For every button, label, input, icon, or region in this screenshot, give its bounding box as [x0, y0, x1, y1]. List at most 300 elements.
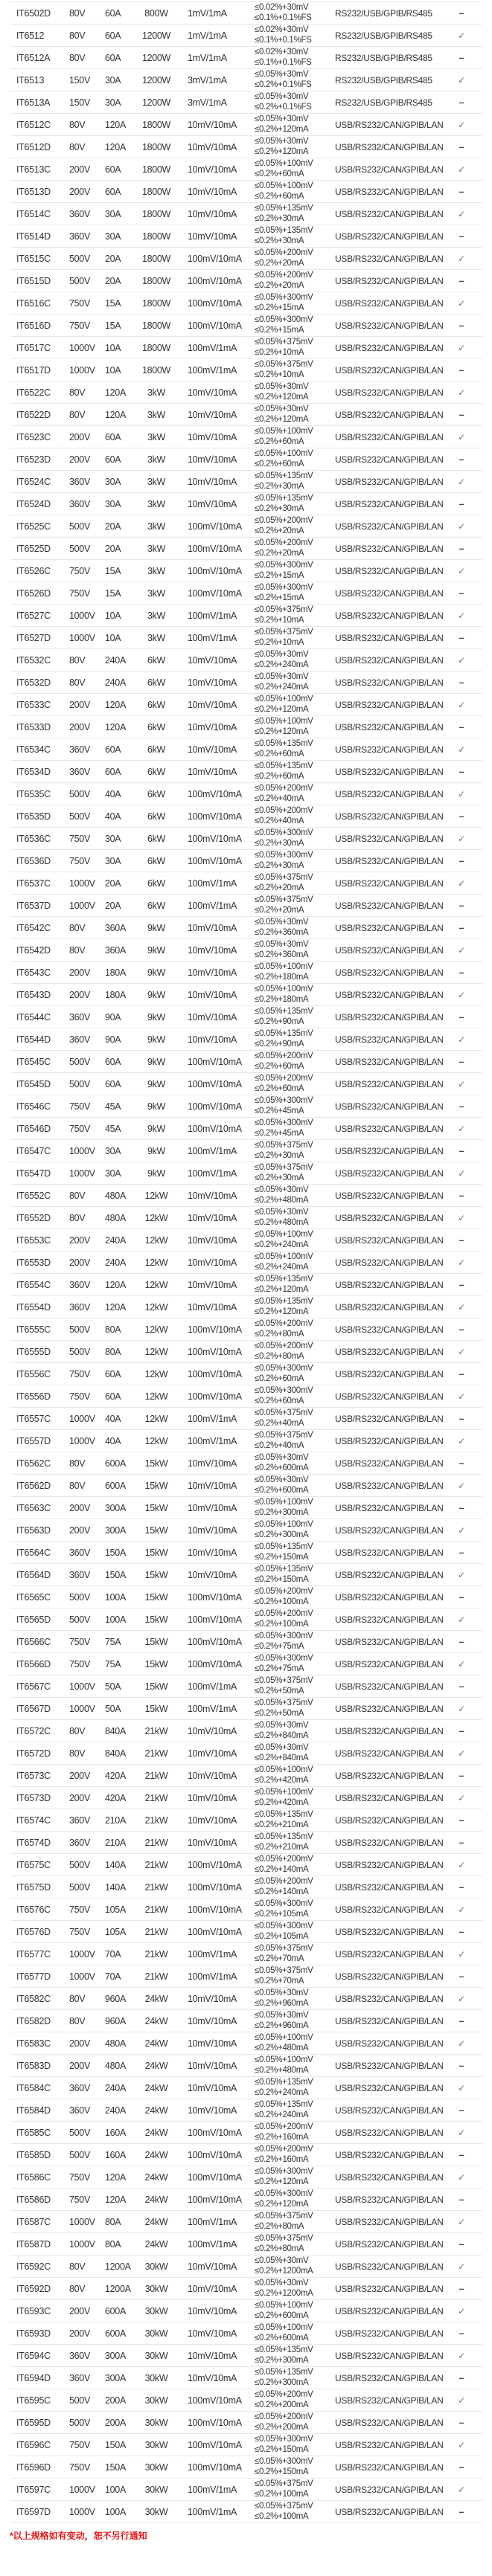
cell-accuracy-current: ≤0.2%+45mA — [255, 1128, 304, 1138]
cell-accuracy-current: ≤0.1%+0.1%FS — [255, 57, 312, 67]
cell-voltage: 200V — [69, 186, 90, 197]
cell-accuracy — [255, 405, 335, 425]
cell-accuracy-voltage: ≤0.05%+30mV — [255, 137, 309, 146]
cell-accuracy-voltage: ≤0.05%+300mV — [255, 1096, 313, 1105]
cell-accuracy — [255, 1118, 335, 1139]
cell-resolution: 10mV/10mA — [188, 476, 237, 487]
cell-model: IT6542C — [16, 922, 51, 933]
cell-power: 21kW — [144, 1859, 168, 1870]
cell-resolution: 100mV/1mA — [188, 2506, 237, 2517]
cell-voltage: 200V — [69, 2305, 90, 2316]
table-row — [10, 582, 482, 605]
cell-accuracy — [255, 1252, 335, 1272]
check-icon: ✓ — [458, 1480, 465, 1491]
cell-voltage: 1000V — [69, 2238, 95, 2250]
cell-voltage: 750V — [69, 1636, 90, 1647]
table-row — [10, 2099, 482, 2122]
cell-accuracy — [255, 2390, 335, 2410]
cell-model: IT6596C — [16, 2439, 51, 2450]
check-icon: ✓ — [458, 1792, 465, 1803]
cell-model: IT6545C — [16, 1056, 51, 1067]
cell-accuracy — [255, 204, 335, 224]
cell-accuracy-voltage: ≤0.05%+30mV — [255, 382, 309, 391]
cell-model: IT6575C — [16, 1859, 51, 1870]
cell-voltage: 1000V — [69, 1948, 95, 1960]
cell-interfaces: USB/RS232/CAN/GPIB/LAN — [335, 1859, 444, 1870]
cell-model: IT6577D — [16, 1971, 51, 1982]
dash-icon: – — [459, 52, 464, 63]
table-row — [10, 448, 482, 471]
cell-interfaces: USB/RS232/CAN/GPIB/LAN — [335, 2305, 444, 2316]
cell-model: IT6566D — [16, 1658, 51, 1669]
cell-voltage: 500V — [69, 1346, 90, 1357]
cell-model: IT6557D — [16, 1435, 51, 1446]
cell-model: IT6595C — [16, 2395, 51, 2406]
cell-resolution: 10mV/10mA — [188, 498, 237, 509]
cell-model: IT6583D — [16, 2060, 51, 2071]
cell-accuracy — [255, 1364, 335, 1384]
cell-accuracy — [255, 1899, 335, 1919]
cell-voltage: 1000V — [69, 1435, 95, 1446]
cell-accuracy — [255, 828, 335, 849]
table-row — [10, 2255, 482, 2278]
cell-current: 200A — [105, 2417, 126, 2428]
cell-resolution: 100mV/10mA — [188, 320, 242, 331]
table-row — [10, 1475, 482, 1497]
cell-current: 140A — [105, 1859, 126, 1870]
cell-accuracy-current: ≤0.2%+960mA — [255, 2020, 309, 2030]
cell-accuracy — [255, 1877, 335, 1897]
cell-current: 60A — [105, 1078, 121, 1089]
cell-resolution: 10mV/10mA — [188, 409, 237, 420]
cell-accuracy — [255, 2502, 335, 2522]
check-icon: ✓ — [458, 1948, 465, 1960]
cell-accuracy-voltage: ≤0.05%+300mV — [255, 1922, 313, 1931]
dash-icon: – — [459, 409, 464, 420]
cell-resolution: 10mV/10mA — [188, 2060, 237, 2071]
cell-accuracy-current: ≤0.2%+120mA — [255, 2199, 309, 2209]
cell-model: IT6547D — [16, 1168, 51, 1179]
cell-current: 20A — [105, 521, 121, 532]
cell-accuracy-current: ≤0.2%+100mA — [255, 2489, 309, 2499]
cell-model: IT6576D — [16, 1926, 51, 1937]
cell-accuracy — [255, 1966, 335, 1986]
cell-accuracy-voltage: ≤0.05%+300mV — [255, 315, 313, 324]
cell-resolution: 100mV/10mA — [188, 2171, 242, 2183]
cell-accuracy — [255, 628, 335, 648]
cell-power: 1800W — [141, 320, 171, 331]
check-icon: ✓ — [458, 565, 465, 576]
cell-interfaces: USB/RS232/CAN/GPIB/LAN — [335, 1524, 444, 1536]
cell-accuracy-current: ≤0.2%+30mA — [255, 213, 304, 223]
cell-resolution: 100mV/10mA — [188, 1324, 242, 1335]
cell-power: 24kW — [144, 2015, 168, 2026]
cell-current: 50A — [105, 1703, 121, 1714]
cell-accuracy — [255, 1654, 335, 1674]
cell-accuracy-current: ≤0.2%+160mA — [255, 2132, 309, 2142]
cell-resolution: 100mV/1mA — [188, 342, 237, 353]
cell-accuracy-current: ≤0.2%+15mA — [255, 303, 304, 312]
cell-interfaces: USB/RS232/CAN/GPIB/LAN — [335, 2194, 444, 2205]
cell-accuracy-voltage: ≤0.05%+300mV — [255, 1364, 313, 1373]
cell-interfaces: USB/RS232/CAN/GPIB/LAN — [335, 1681, 444, 1692]
cell-model: IT6526C — [16, 565, 51, 576]
cell-model: IT6516D — [16, 320, 51, 331]
cell-accuracy — [255, 1319, 335, 1339]
cell-voltage: 200V — [69, 2328, 90, 2339]
cell-current: 120A — [105, 409, 126, 420]
check-icon: ✓ — [458, 208, 465, 219]
cell-interfaces: USB/RS232/CAN/GPIB/LAN — [335, 320, 444, 331]
cell-voltage: 80V — [69, 7, 86, 19]
cell-accuracy — [255, 2256, 335, 2276]
cell-accuracy — [255, 1007, 335, 1027]
cell-resolution: 10mV/10mA — [188, 1234, 237, 1246]
cell-current: 180A — [105, 967, 126, 978]
cell-model: IT6534C — [16, 744, 51, 755]
cell-accuracy-voltage: ≤0.05%+300mV — [255, 1632, 313, 1640]
cell-accuracy-voltage: ≤0.05%+300mV — [255, 293, 313, 302]
dash-icon: – — [459, 2149, 464, 2160]
cell-accuracy — [255, 1632, 335, 1652]
check-icon: ✓ — [458, 2305, 465, 2316]
table-row — [10, 1586, 482, 1609]
cell-resolution: 10mV/10mA — [188, 2038, 237, 2049]
cell-interfaces: USB/RS232/CAN/GPIB/LAN — [335, 476, 444, 487]
cell-model: IT6534D — [16, 766, 51, 777]
cell-accuracy — [255, 1475, 335, 1495]
cell-power: 24kW — [144, 2105, 168, 2116]
cell-voltage: 80V — [69, 387, 86, 398]
cell-accuracy-voltage: ≤0.05%+100mV — [255, 695, 313, 703]
cell-model: IT6597D — [16, 2506, 51, 2517]
dash-icon: – — [459, 1770, 464, 1781]
cell-voltage: 750V — [69, 297, 90, 309]
cell-interfaces: USB/RS232/CAN/GPIB/LAN — [335, 454, 444, 465]
cell-current: 120A — [105, 141, 126, 152]
cell-accuracy-current: ≤0.2%+210mA — [255, 1820, 309, 1829]
cell-model: IT6537C — [16, 878, 51, 889]
cell-accuracy-voltage: ≤0.05%+100mV — [255, 1788, 313, 1797]
cell-accuracy-current: ≤0.2%+300mA — [255, 1530, 309, 1539]
table-row — [10, 1542, 482, 1564]
cell-accuracy-voltage: ≤0.05%+375mV — [255, 873, 313, 882]
cell-current: 120A — [105, 1279, 126, 1290]
cell-accuracy-voltage: ≤0.05%+135mV — [255, 1297, 313, 1306]
check-icon: ✓ — [458, 1301, 465, 1313]
cell-accuracy-voltage: ≤0.05%+300mV — [255, 2457, 313, 2466]
cell-accuracy — [255, 427, 335, 447]
cell-accuracy-voltage: ≤0.05%+100mV — [255, 1230, 313, 1239]
cell-voltage: 750V — [69, 2194, 90, 2205]
cell-current: 100A — [105, 2484, 126, 2495]
cell-resolution: 100mV/10mA — [188, 587, 242, 599]
table-row — [10, 917, 482, 939]
cell-accuracy-voltage: ≤0.05%+300mV — [255, 561, 313, 570]
cell-interfaces: USB/RS232/CAN/GPIB/LAN — [335, 2395, 444, 2406]
cell-power: 21kW — [144, 1815, 168, 1826]
cell-accuracy-current: ≤0.2%+420mA — [255, 1797, 309, 1807]
table-row — [10, 2055, 482, 2077]
cell-current: 100A — [105, 1614, 126, 1625]
cell-voltage: 750V — [69, 320, 90, 331]
check-icon: ✓ — [458, 1212, 465, 1223]
cell-power: 3kW — [147, 476, 166, 487]
cell-accuracy — [255, 2055, 335, 2076]
cell-accuracy-voltage: ≤0.05%+30mV — [255, 1185, 309, 1194]
cell-accuracy-voltage: ≤0.05%+100mV — [255, 1520, 313, 1529]
table-row — [10, 828, 482, 850]
cell-power: 9kW — [147, 1056, 166, 1067]
table-row — [10, 69, 482, 91]
cell-accuracy-voltage: ≤0.05%+30mV — [255, 405, 309, 413]
cell-voltage: 200V — [69, 2038, 90, 2049]
cell-voltage: 1000V — [69, 2484, 95, 2495]
cell-resolution: 100mV/10mA — [188, 855, 242, 866]
table-row — [10, 1631, 482, 1653]
cell-current: 600A — [105, 2328, 126, 2339]
cell-accuracy — [255, 2100, 335, 2120]
cell-accuracy-voltage: ≤0.05%+100mV — [255, 2301, 313, 2310]
cell-power: 24kW — [144, 2082, 168, 2093]
cell-accuracy-voltage: ≤0.05%+135mV — [255, 1565, 313, 1574]
check-icon: ✓ — [458, 1658, 465, 1669]
cell-accuracy-current: ≤0.2%+600mA — [255, 1485, 309, 1495]
cell-interfaces: USB/RS232/CAN/GPIB/LAN — [335, 677, 444, 688]
cell-model: IT6532D — [16, 677, 51, 688]
cell-resolution: 10mV/10mA — [188, 1748, 237, 1759]
cell-current: 840A — [105, 1748, 126, 1759]
cell-voltage: 750V — [69, 833, 90, 844]
cell-interfaces: USB/RS232/CAN/GPIB/LAN — [335, 744, 444, 755]
check-icon: ✓ — [458, 610, 465, 621]
cell-power: 30kW — [144, 2328, 168, 2339]
cell-accuracy-voltage: ≤0.05%+200mV — [255, 2412, 313, 2421]
cell-power: 9kW — [147, 1011, 166, 1023]
cell-accuracy-voltage: ≤0.05%+100mV — [255, 1498, 313, 1507]
table-row — [10, 1809, 482, 1832]
cell-voltage: 750V — [69, 565, 90, 576]
cell-accuracy-voltage: ≤0.05%+200mV — [255, 2145, 313, 2154]
cell-accuracy-voltage: ≤0.05%+200mV — [255, 538, 313, 547]
cell-current: 840A — [105, 1725, 126, 1736]
cell-accuracy-current: ≤0.2%+70mA — [255, 1976, 304, 1986]
cell-accuracy-voltage: ≤0.05%+375mV — [255, 1676, 313, 1685]
dash-icon: – — [459, 1190, 464, 1201]
cell-accuracy — [255, 1698, 335, 1719]
cell-resolution: 10mV/10mA — [188, 2372, 237, 2383]
cell-accuracy-voltage: ≤0.02%+30mV — [255, 3, 309, 12]
cell-model: IT6522D — [16, 409, 51, 420]
cell-accuracy-voltage: ≤0.05%+300mV — [255, 2435, 313, 2444]
cell-accuracy — [255, 918, 335, 938]
cell-current: 240A — [105, 1234, 126, 1246]
cell-power: 15kW — [144, 1502, 168, 1513]
cell-voltage: 80V — [69, 1190, 86, 1201]
cell-accuracy — [255, 494, 335, 514]
cell-accuracy-current: ≤0.1%+0.1%FS — [255, 35, 312, 45]
check-icon: ✓ — [458, 1078, 465, 1089]
cell-accuracy-current: ≤0.2%+300mA — [255, 2377, 309, 2387]
cell-accuracy-voltage: ≤0.05%+135mV — [255, 2368, 313, 2377]
cell-interfaces: USB/RS232/CAN/GPIB/LAN — [335, 1636, 444, 1647]
cell-interfaces: USB/RS232/CAN/GPIB/LAN — [335, 1458, 444, 1469]
cell-accuracy-current: ≤0.2%+300mA — [255, 1507, 309, 1517]
check-icon: ✓ — [458, 119, 465, 130]
check-icon: ✓ — [458, 253, 465, 264]
cell-accuracy-current: ≤0.2%+60mA — [255, 459, 304, 468]
cell-resolution: 100mV/10mA — [188, 1658, 242, 1669]
cell-resolution: 100mV/10mA — [188, 2461, 242, 2473]
cell-interfaces: USB/RS232/CAN/GPIB/LAN — [335, 2082, 444, 2093]
cell-current: 60A — [105, 766, 121, 777]
cell-resolution: 10mV/10mA — [188, 721, 237, 732]
cell-current: 80A — [105, 2216, 121, 2227]
table-row — [10, 1519, 482, 1542]
cell-interfaces: USB/RS232/CAN/GPIB/LAN — [335, 409, 444, 420]
cell-accuracy-voltage: ≤0.05%+375mV — [255, 605, 313, 614]
cell-current: 150A — [105, 2461, 126, 2473]
cell-model: IT6563C — [16, 1502, 51, 1513]
table-row — [10, 426, 482, 448]
cell-accuracy — [255, 2078, 335, 2098]
cell-accuracy-current: ≤0.2%+60mA — [255, 1061, 304, 1071]
cell-current: 10A — [105, 342, 121, 353]
cell-model: IT6544D — [16, 1034, 51, 1045]
cell-power: 21kW — [144, 1792, 168, 1803]
cell-model: IT6592C — [16, 2261, 51, 2272]
cell-power: 30kW — [144, 2350, 168, 2361]
cell-accuracy — [255, 1520, 335, 1540]
cell-accuracy — [255, 1788, 335, 1808]
cell-power: 15kW — [144, 1569, 168, 1580]
cell-resolution: 100mV/1mA — [188, 1413, 237, 1424]
cell-interfaces: USB/RS232/CAN/GPIB/LAN — [335, 543, 444, 554]
cell-interfaces: USB/RS232/CAN/GPIB/LAN — [335, 1168, 444, 1179]
cell-accuracy-voltage: ≤0.05%+135mV — [255, 1542, 313, 1551]
cell-power: 6kW — [147, 878, 166, 889]
cell-current: 960A — [105, 2015, 126, 2026]
cell-accuracy — [255, 1185, 335, 1205]
table-row — [10, 181, 482, 203]
cell-resolution: 100mV/1mA — [188, 1681, 237, 1692]
dash-icon: – — [459, 275, 464, 286]
cell-accuracy-current: ≤0.2%+40mA — [255, 816, 304, 825]
cell-voltage: 360V — [69, 2105, 90, 2116]
cell-model: IT6576C — [16, 1904, 51, 1915]
cell-interfaces: USB/RS232/CAN/GPIB/LAN — [335, 1056, 444, 1067]
cell-accuracy-current: ≤0.2%+60mA — [255, 191, 304, 201]
cell-power: 21kW — [144, 1904, 168, 1915]
cell-accuracy-current: ≤0.2%+120mA — [255, 2177, 309, 2186]
cell-interfaces: USB/RS232/CAN/GPIB/LAN — [335, 944, 444, 956]
cell-voltage: 200V — [69, 721, 90, 732]
cell-model: IT6527C — [16, 610, 51, 621]
cell-current: 480A — [105, 2060, 126, 2071]
table-row — [10, 716, 482, 738]
cell-power: 3kW — [147, 632, 166, 643]
cell-current: 30A — [105, 833, 121, 844]
cell-voltage: 360V — [69, 476, 90, 487]
cell-model: IT6584C — [16, 2082, 51, 2093]
cell-accuracy-current: ≤0.2%+120mA — [255, 414, 309, 424]
cell-accuracy-voltage: ≤0.05%+30mV — [255, 1721, 309, 1730]
cell-voltage: 200V — [69, 699, 90, 710]
cell-accuracy-current: ≤0.2%+10mA — [255, 370, 304, 379]
cell-resolution: 100mV/1mA — [188, 2484, 237, 2495]
cell-model: IT6527D — [16, 632, 51, 643]
cell-resolution: 10mV/10mA — [188, 2015, 237, 2026]
table-row — [10, 872, 482, 895]
cell-power: 6kW — [147, 721, 166, 732]
cell-power: 30kW — [144, 2506, 168, 2517]
cell-current: 15A — [105, 587, 121, 599]
cell-model: IT6595D — [16, 2417, 51, 2428]
cell-accuracy-voltage: ≤0.05%+135mV — [255, 1007, 313, 1016]
dash-icon: – — [459, 231, 464, 242]
cell-current: 15A — [105, 320, 121, 331]
table-row — [10, 1787, 482, 1809]
cell-resolution: 10mV/10mA — [188, 1011, 237, 1023]
cell-current: 80A — [105, 1346, 121, 1357]
check-icon: ✓ — [458, 2439, 465, 2450]
cell-voltage: 500V — [69, 1881, 90, 1893]
cell-interfaces: USB/RS232/CAN/GPIB/LAN — [335, 922, 444, 933]
cell-accuracy-voltage: ≤0.02%+30mV — [255, 48, 309, 57]
cell-accuracy-voltage: ≤0.05%+30mV — [255, 70, 309, 79]
cell-interfaces: USB/RS232/CAN/GPIB/LAN — [335, 1948, 444, 1960]
cell-current: 150A — [105, 1547, 126, 1558]
cell-model: IT6513A — [16, 97, 51, 108]
cell-power: 24kW — [144, 2038, 168, 2049]
cell-voltage: 360V — [69, 1815, 90, 1826]
cell-accuracy-voltage: ≤0.05%+135mV — [255, 2345, 313, 2354]
cell-model: IT6514C — [16, 208, 51, 219]
cell-voltage: 500V — [69, 2149, 90, 2160]
cell-voltage: 360V — [69, 744, 90, 755]
table-row — [10, 738, 482, 761]
cell-current: 40A — [105, 811, 121, 822]
cell-voltage: 80V — [69, 30, 86, 41]
cell-power: 12kW — [144, 1368, 168, 1379]
cell-accuracy — [255, 449, 335, 469]
cell-power: 30kW — [144, 2484, 168, 2495]
cell-accuracy-voltage: ≤0.05%+200mV — [255, 248, 313, 257]
cell-model: IT6567D — [16, 1703, 51, 1714]
cell-model: IT6562C — [16, 1458, 51, 1469]
cell-resolution: 10mV/10mA — [188, 944, 237, 956]
cell-current: 1200A — [105, 2283, 131, 2294]
cell-power: 1200W — [141, 74, 171, 86]
check-icon: ✓ — [458, 1993, 465, 2004]
dash-icon: – — [459, 1926, 464, 1937]
cell-resolution: 10mV/10mA — [188, 1770, 237, 1781]
cell-accuracy-current: ≤0.2%+100mA — [255, 1597, 309, 1606]
cell-interfaces: USB/RS232/CAN/GPIB/LAN — [335, 1971, 444, 1982]
cell-accuracy — [255, 2368, 335, 2388]
cell-power: 12kW — [144, 1301, 168, 1313]
table-row — [10, 1899, 482, 1921]
cell-interfaces: USB/RS232/CAN/GPIB/LAN — [335, 699, 444, 710]
cell-voltage: 360V — [69, 1279, 90, 1290]
cell-accuracy-current: ≤0.2%+0.1%FS — [255, 80, 312, 89]
cell-model: IT6554C — [16, 1279, 51, 1290]
cell-voltage: 200V — [69, 164, 90, 175]
cell-interfaces: USB/RS232/CAN/GPIB/LAN — [335, 565, 444, 576]
cell-interfaces: USB/RS232/CAN/GPIB/LAN — [335, 632, 444, 643]
cell-accuracy — [255, 2033, 335, 2053]
cell-current: 300A — [105, 2350, 126, 2361]
